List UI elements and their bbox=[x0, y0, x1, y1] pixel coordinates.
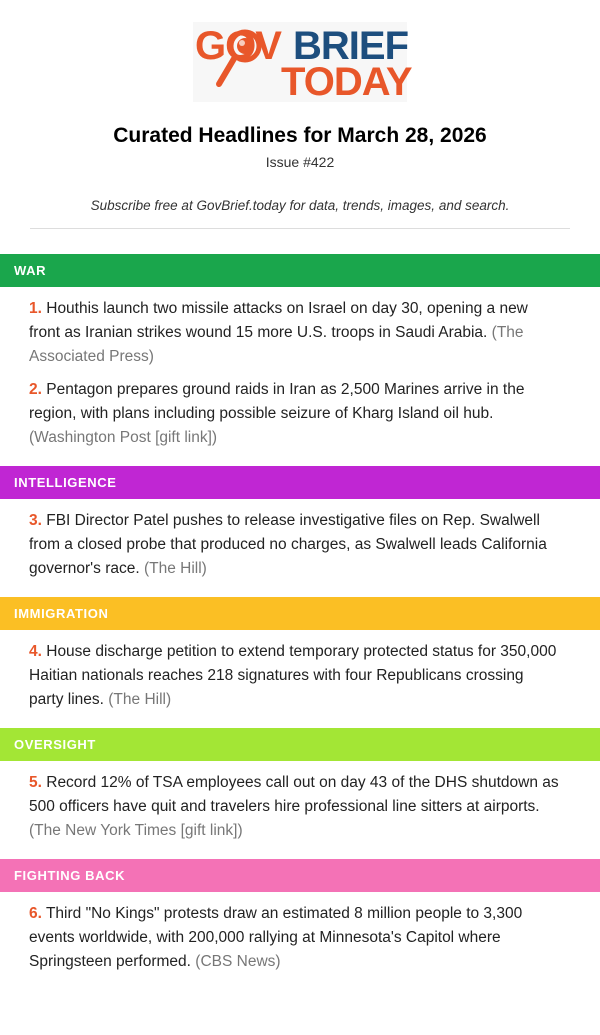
headline-item bbox=[29, 902, 560, 974]
section-items bbox=[0, 761, 600, 843]
section-items bbox=[0, 287, 600, 450]
headline-number: 6. bbox=[29, 905, 42, 922]
newsletter-header bbox=[0, 22, 600, 229]
logo-brief-text: BRIEF bbox=[293, 24, 408, 68]
section-header-intelligence: INTELLIGENCE bbox=[0, 466, 600, 499]
source-link[interactable]: (Washington Post [gift link]) bbox=[29, 429, 218, 446]
headline-item bbox=[29, 509, 560, 581]
logo-today-text: TODAY bbox=[281, 60, 412, 104]
source-link[interactable]: (The Hill) bbox=[108, 691, 172, 708]
subscribe-note[interactable]: Subscribe free at GovBrief.today for data, trends, images, and search. bbox=[90, 198, 510, 213]
headline-text: Houthis launch two missile attacks on Israel on day 30, opening a new front as Iranian strikes wound 15 more U.S. troops in Saudi Arabia. bbox=[29, 300, 528, 341]
source-link[interactable]: (The New York Times [gift link]) bbox=[29, 822, 243, 839]
headline-item bbox=[29, 771, 560, 843]
govbrief-logo[interactable] bbox=[193, 22, 412, 104]
section-header-war: WAR bbox=[0, 254, 600, 287]
issue-number: Issue #422 bbox=[265, 154, 335, 170]
section-items bbox=[0, 630, 600, 712]
source-link[interactable]: (The Associated Press) bbox=[29, 324, 524, 365]
section-header-oversight: OVERSIGHT bbox=[0, 728, 600, 761]
section-items bbox=[0, 892, 600, 974]
sections-container bbox=[0, 254, 600, 974]
header-divider bbox=[30, 228, 570, 229]
headline-text: Third "No Kings" protests draw an estimated 8 million people to 3,300 events worldwide, with 200,000 rallying at Minnesota's Capitol where Springsteen performed. bbox=[29, 905, 523, 970]
headline-text: Record 12% of TSA employees call out on day 43 of the DHS shutdown as 500 officers have quit and travelers hire professional line sitters at airports. bbox=[29, 774, 559, 815]
section-header-immigration: IMMIGRATION bbox=[0, 597, 600, 630]
section-items bbox=[0, 499, 600, 581]
headline-item bbox=[29, 640, 560, 712]
headline-number: 1. bbox=[29, 300, 42, 317]
page-title: Curated Headlines for March 28, 2026 bbox=[113, 124, 487, 147]
headline-item bbox=[29, 297, 560, 369]
source-link[interactable]: (The Hill) bbox=[143, 560, 207, 577]
headline-text: House discharge petition to extend temporary protected status for 350,000 Haitian nationals reaches 218 signatures with four Republicans crossing party lines. bbox=[29, 643, 557, 708]
logo-gov-text: GOV bbox=[195, 24, 281, 68]
headline-text: Pentagon prepares ground raids in Iran as 2,500 Marines arrive in the region, with plans including possible seizure of Kharg Island oil hub. bbox=[29, 381, 525, 422]
headline-text: FBI Director Patel pushes to release investigative files on Rep. Swalwell from a closed probe that produced no charges, as Swalwell leads California governor's race. bbox=[29, 512, 547, 577]
headline-item bbox=[29, 378, 560, 450]
section-header-fighting-back: FIGHTING BACK bbox=[0, 859, 600, 892]
headline-number: 2. bbox=[29, 381, 42, 398]
headline-number: 4. bbox=[29, 643, 42, 660]
headline-number: 3. bbox=[29, 512, 42, 529]
source-link[interactable]: (CBS News) bbox=[195, 953, 281, 970]
headline-number: 5. bbox=[29, 774, 42, 791]
